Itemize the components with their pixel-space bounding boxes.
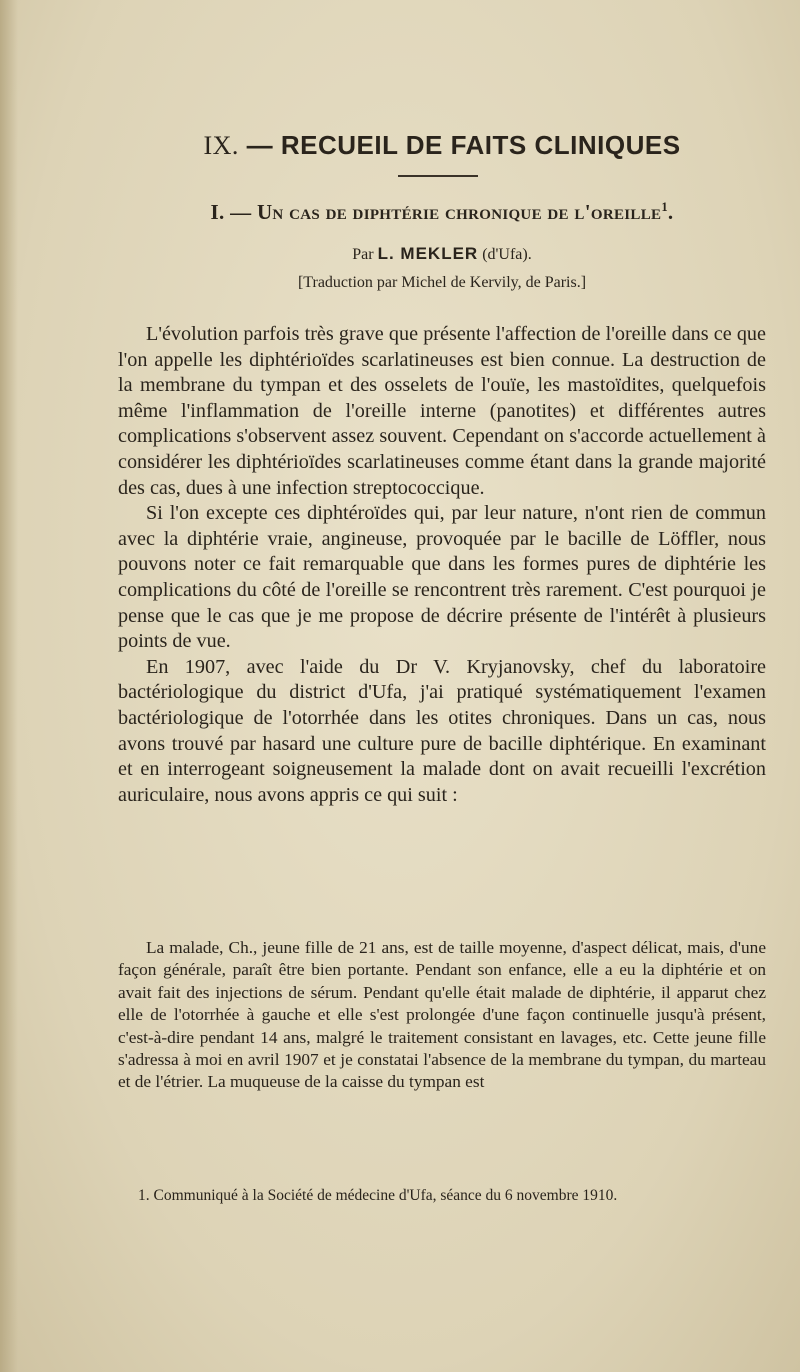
case-description bbox=[118, 937, 766, 1094]
translation-credit: [Traduction par Michel de Kervily, de Paris.] bbox=[297, 274, 587, 291]
body-paragraph: Si l'on excepte ces diphtéroïdes qui, par leur nature, n'ont rien de commun avec la diphtérie vraie, angineuse, provoquée par le bacille de Löffler, nous pouvons noter ce fait remarquable que dans les formes pures de diphtérie les complications du côté de l'oreille se rencontrent très rarement. C'est pourquoi je pense que le cas que je me propose de décrire présente de l'intérêt à plusieurs points de vue. bbox=[118, 502, 766, 653]
footnote bbox=[118, 1185, 766, 1206]
article-dash: — bbox=[230, 200, 252, 224]
case-paragraph: La malade, Ch., jeune fille de 21 ans, est de taille moyenne, d'aspect délicat, mais, d'une façon générale, paraît être bien portante. Pendant son enfance, elle a eu la diphtérie et on avait fait des injections de sérum. Pendant qu'elle était malade de diphtérie, il apparut chez elle de l'otorrhée à gauche et elle s'est prolongée d'une façon continuelle jusqu'à présent, c'est-à-dire pendant 14 ans, malgré le traitement consistant en lavages, etc. Cette jeune fille s'adressa à moi en avril 1907 et je constatai l'absence de la membrane du tympan, du marteau et de l'étrier. La muqueuse de la caisse du tympan est bbox=[118, 938, 766, 1092]
body-paragraph: En 1907, avec l'aide du Dr V. Kryjanovsky, chef du laboratoire bactériologique du district d'Ufa, j'ai pratiqué systématiquement l'examen bactériologique de l'otorrhée dans les otites chroniques. Dans un cas, nous avons trouvé par hasard une culture pure de bacille diphtérique. En examinant et en interrogeant soigneusement la malade dont on avait recueilli l'excrétion auriculaire, nous avons appris ce qui suit : bbox=[118, 655, 766, 806]
section-dash: — bbox=[246, 130, 274, 160]
byline bbox=[118, 243, 766, 266]
body-text bbox=[118, 322, 766, 808]
article-number: I. bbox=[210, 200, 225, 224]
article-title-text: Un cas de diphtérie chronique de l'oreille bbox=[256, 200, 662, 224]
title-rule bbox=[398, 175, 478, 177]
footnote-text: 1. Communiqué à la Société de médecine d'Ufa, séance du 6 novembre 1910. bbox=[138, 1187, 618, 1204]
page-edge-shadow bbox=[0, 0, 18, 1372]
section-title bbox=[118, 128, 766, 163]
author-place: (d'Ufa). bbox=[482, 246, 532, 263]
author-name: L. MEKLER bbox=[377, 244, 479, 263]
byline-prefix: Par bbox=[352, 246, 374, 263]
article-title-end: . bbox=[667, 200, 674, 224]
article-title bbox=[118, 198, 766, 226]
body-paragraph: L'évolution parfois très grave que présente l'affection de l'oreille dans ce que l'on appelle les diphtérioïdes scarlatineuses est bien connue. La destruction de la membrane du tympan et des osselets de l'ouïe, les mastoïdites, quelquefois même l'inflammation de l'oreille interne (panotites) et différentes autres complications s'observent assez souvent. Cependant on s'accorde actuellement à considérer les diphtérioïdes scarlatineuses comme étant dans la grande majorité des cas, dues à une infection streptococcique. bbox=[118, 323, 766, 499]
article-footnote-marker: 1 bbox=[661, 200, 668, 214]
section-title-text: RECUEIL DE FAITS CLINIQUES bbox=[280, 130, 681, 160]
section-number: IX. bbox=[203, 131, 239, 160]
